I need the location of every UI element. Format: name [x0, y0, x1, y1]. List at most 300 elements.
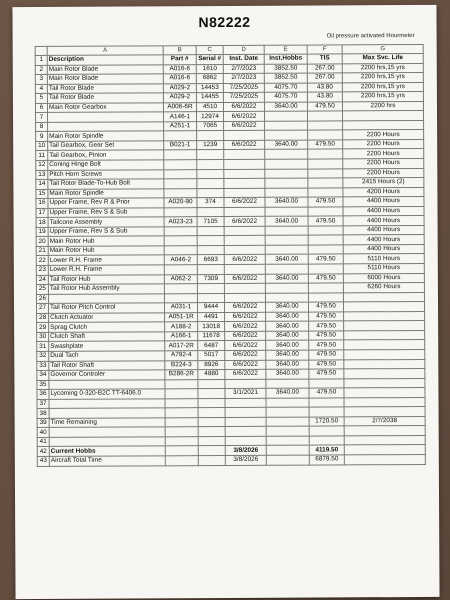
part-number-cell: B021-1 [164, 141, 197, 151]
install-hobbs-cell [266, 455, 309, 465]
part-number-cell [164, 293, 197, 303]
install-hobbs-cell: 3640.00 [266, 331, 309, 341]
part-number-cell: A016-6 [163, 74, 196, 84]
install-hobbs-cell [265, 283, 308, 293]
install-date-cell: 3/1/2021 [225, 388, 266, 398]
tis-cell: 479.50 [309, 359, 344, 369]
part-number-cell: A166-1 [165, 332, 198, 342]
row-number: 23 [36, 265, 48, 275]
tis-cell [309, 398, 344, 408]
serial-number-cell [198, 408, 225, 418]
install-date-cell [224, 245, 265, 255]
serial-number-cell: 9444 [198, 303, 225, 313]
description-cell: Main Rotor Hub [48, 236, 164, 246]
max-service-life-cell: 4400 Hours [343, 197, 424, 207]
install-date-cell: 2/7/2023 [223, 73, 264, 83]
max-service-life-cell [344, 340, 425, 350]
description-cell: Sprag Clutch [49, 322, 165, 332]
description-cell: Tail Rotor Shaft [49, 360, 165, 370]
max-service-life-cell: 2200 Hours [343, 149, 424, 159]
serial-number-cell [198, 427, 225, 437]
tis-cell [309, 378, 344, 388]
tis-cell [308, 235, 343, 245]
part-number-cell: A029-2 [163, 83, 196, 93]
serial-number-cell: 12974 [197, 112, 224, 122]
description-cell: Tail Rotor Blade [47, 93, 163, 103]
install-date-cell: 2/7/2023 [223, 64, 264, 74]
column-header: Max Svc. Life [342, 53, 423, 63]
tis-cell: 479.50 [309, 369, 344, 379]
column-letter: A [47, 46, 163, 56]
part-number-cell [164, 179, 197, 189]
max-service-life-cell [343, 111, 424, 121]
install-date-cell [225, 436, 266, 446]
tis-cell: 267.00 [307, 63, 342, 73]
description-cell: Coning Hinge Bolt [48, 160, 164, 170]
install-date-cell [224, 131, 265, 141]
row-number: 32 [37, 351, 49, 361]
install-hobbs-cell [266, 407, 309, 417]
maintenance-table [35, 44, 426, 467]
row-number: 40 [37, 428, 49, 438]
max-service-life-cell: 6000 Hours [343, 273, 424, 283]
serial-number-cell [198, 417, 225, 427]
document-subtitle: Oil pressure activated Hourmeter [326, 33, 415, 40]
description-cell: Main Rotor Gearbox [47, 103, 163, 113]
install-hobbs-cell [265, 178, 308, 188]
install-hobbs-cell [265, 159, 308, 169]
tis-cell [309, 436, 344, 446]
install-date-cell: 3/8/2026 [225, 455, 266, 465]
serial-number-cell [198, 436, 225, 446]
part-number-cell: B224-3 [165, 360, 198, 370]
tis-cell: 4119.50 [309, 445, 344, 455]
max-service-life-cell [344, 349, 425, 359]
max-service-life-cell: 5110 Hours [343, 263, 424, 273]
row-number: 13 [36, 170, 48, 180]
serial-number-cell: 13018 [198, 322, 225, 332]
install-date-cell: 7/25/2025 [223, 83, 264, 93]
description-cell: Tail Gearbox, Pinion [48, 150, 164, 160]
max-service-life-cell [344, 311, 425, 321]
install-date-cell: 6/6/2022 [225, 322, 266, 332]
tis-cell: 479.50 [309, 350, 344, 360]
install-hobbs-cell: 3640.00 [266, 360, 309, 370]
install-date-cell [224, 159, 265, 169]
install-date-cell [224, 188, 265, 198]
part-number-cell [164, 188, 197, 198]
max-service-life-cell: 2200 hrs,15 yrs [342, 92, 423, 102]
tis-cell [308, 149, 343, 159]
install-hobbs-cell [266, 445, 309, 455]
part-number-cell: A029-2 [163, 93, 196, 103]
install-hobbs-cell [265, 150, 308, 160]
part-number-cell [164, 150, 197, 160]
description-cell: Upper Frame, Rev R & Prior [48, 198, 164, 208]
serial-number-cell [197, 236, 224, 246]
row-number: 27 [37, 304, 49, 314]
install-date-cell: 6/6/2022 [224, 274, 265, 284]
part-number-cell [164, 207, 197, 217]
max-service-life-cell [344, 378, 425, 388]
part-number-cell: A051-1R [165, 312, 198, 322]
serial-number-cell [197, 131, 224, 141]
document-title: N82222 [198, 13, 251, 31]
row-number: 21 [36, 246, 48, 256]
install-hobbs-cell [265, 293, 308, 303]
serial-number-cell [197, 169, 224, 179]
part-number-cell: A062-2 [164, 274, 197, 284]
tis-cell [309, 407, 344, 417]
install-date-cell [224, 283, 265, 293]
row-number: 11 [36, 151, 48, 161]
description-cell [48, 293, 164, 303]
serial-number-cell [197, 245, 224, 255]
serial-number-cell: 6693 [197, 255, 224, 265]
row-number: 17 [36, 208, 48, 218]
install-hobbs-cell: 3640.00 [265, 255, 308, 265]
document-sheet [12, 5, 439, 599]
serial-number-cell [197, 293, 224, 303]
install-hobbs-cell: 3640.00 [265, 216, 308, 226]
column-header: Serial # [196, 55, 223, 65]
description-cell: Tail Rotor Hub [48, 274, 164, 284]
serial-number-cell [198, 455, 225, 465]
description-cell: Dual Tach [49, 351, 165, 361]
install-date-cell: 3/8/2026 [225, 446, 266, 456]
row-number: 34 [37, 370, 49, 380]
description-cell: Tail Rotor Pitch Control [49, 303, 165, 313]
max-service-life-cell [344, 435, 425, 445]
max-service-life-cell: 2200 hrs [342, 101, 423, 111]
serial-number-cell: 14455 [196, 93, 223, 103]
part-number-cell: A792-4 [165, 351, 198, 361]
install-date-cell [224, 169, 265, 179]
install-hobbs-cell: 3640.00 [266, 369, 309, 379]
tis-cell: 267.00 [307, 73, 342, 83]
install-date-cell: 6/6/2022 [225, 331, 266, 341]
column-letter: G [342, 44, 423, 53]
part-number-cell [164, 284, 197, 294]
max-service-life-cell: 2415 Hours (2) [343, 178, 424, 188]
max-service-life-cell [344, 454, 425, 464]
description-cell: Lower R.H. Frame [48, 255, 164, 265]
install-date-cell: 6/6/2022 [225, 350, 266, 360]
serial-number-cell: 4491 [198, 312, 225, 322]
description-cell: Main Rotor Blade [47, 74, 163, 84]
max-service-life-cell: 2/7/2038 [344, 416, 425, 426]
part-number-cell [165, 437, 198, 447]
install-hobbs-cell [266, 398, 309, 408]
install-hobbs-cell: 3640.00 [266, 388, 309, 398]
description-cell [49, 437, 165, 447]
tis-cell: 479.50 [309, 388, 344, 398]
row-number: 33 [37, 361, 49, 371]
serial-number-cell: 11678 [198, 331, 225, 341]
tis-cell [308, 226, 343, 236]
row-number: 42 [37, 447, 49, 457]
row-number: 8 [36, 122, 48, 132]
tis-cell: 43.80 [307, 83, 342, 93]
part-number-cell [164, 131, 197, 141]
part-number-cell [164, 265, 197, 275]
install-hobbs-cell [265, 226, 308, 236]
tis-cell [308, 264, 343, 274]
part-number-cell: A046-2 [164, 255, 197, 265]
max-service-life-cell: 2200 hrs,15 yrs [342, 82, 423, 92]
install-hobbs-cell: 3640.00 [265, 140, 308, 150]
row-number: 16 [36, 199, 48, 209]
part-number-cell: A017-2R [165, 341, 198, 351]
description-cell: Main Rotor Spindle [48, 188, 164, 198]
part-number-cell [164, 246, 197, 256]
part-number-cell: A188-2 [165, 322, 198, 332]
serial-number-cell: 1610 [196, 64, 223, 74]
max-service-life-cell: 2200 Hours [343, 158, 424, 168]
serial-number-cell [197, 188, 224, 198]
row-number: 31 [37, 342, 49, 352]
install-hobbs-cell: 3640.00 [265, 197, 308, 207]
row-number: 37 [37, 399, 49, 409]
max-service-life-cell: 4400 Hours [343, 244, 424, 254]
serial-number-cell [197, 207, 224, 217]
description-cell: Governor Controler [49, 370, 165, 380]
row-number: 22 [36, 256, 48, 266]
install-date-cell: 6/6/2022 [225, 312, 266, 322]
tis-cell [308, 207, 343, 217]
row-number: 6 [35, 103, 47, 113]
install-hobbs-cell: 3640.00 [266, 302, 309, 312]
tis-cell [308, 283, 343, 293]
install-hobbs-cell [265, 245, 308, 255]
description-cell [49, 379, 165, 389]
tis-cell: 479.50 [309, 312, 344, 322]
install-date-cell [224, 293, 265, 303]
install-hobbs-cell: 4075.70 [264, 92, 307, 102]
serial-number-cell [198, 398, 225, 408]
part-number-cell [165, 446, 198, 456]
tis-cell [308, 188, 343, 198]
row-number: 15 [36, 189, 48, 199]
column-header: Description [47, 55, 163, 65]
row-number: 28 [37, 313, 49, 323]
install-date-cell [225, 417, 266, 427]
serial-number-cell: 1239 [197, 140, 224, 150]
install-hobbs-cell [266, 379, 309, 389]
row-number: 35 [37, 380, 49, 390]
install-date-cell: 6/6/2022 [225, 360, 266, 370]
part-number-cell: A016-6 [163, 64, 196, 74]
description-cell [49, 408, 165, 418]
part-number-cell: A020-90 [164, 198, 197, 208]
part-number-cell [165, 456, 198, 466]
install-hobbs-cell [266, 417, 309, 427]
install-date-cell [225, 408, 266, 418]
tis-cell: 479.50 [308, 254, 343, 264]
serial-number-cell: 7309 [197, 274, 224, 284]
description-cell: Time Remaining [49, 418, 165, 428]
part-number-cell: A251-1 [164, 121, 197, 131]
install-date-cell [224, 226, 265, 236]
max-service-life-cell: 2200 Hours [343, 130, 424, 140]
column-letter: B [163, 46, 196, 55]
part-number-cell [164, 236, 197, 246]
install-date-cell: 6/6/2022 [224, 255, 265, 265]
part-number-cell [165, 389, 198, 399]
description-cell: Tail Rotor Blade-To-Hub Bolt [48, 179, 164, 189]
install-hobbs-cell [266, 426, 309, 436]
description-cell: Pitch Horn Screws [48, 169, 164, 179]
max-service-life-cell: 4400 Hours [343, 206, 424, 216]
row-number: 7 [36, 113, 48, 123]
row-number: 10 [36, 141, 48, 151]
part-number-cell: A023-23 [164, 217, 197, 227]
install-hobbs-cell: 3640.00 [265, 274, 308, 284]
table-row [37, 454, 425, 466]
description-cell: Tail Gearbox, Gear Set [48, 141, 164, 151]
row-number: 41 [37, 437, 49, 447]
max-service-life-cell [344, 426, 425, 436]
max-service-life-cell [343, 292, 424, 302]
install-hobbs-cell: 3640.00 [266, 321, 309, 331]
tis-cell [308, 168, 343, 178]
install-hobbs-cell [265, 121, 308, 131]
install-date-cell: 6/6/2022 [224, 217, 265, 227]
max-service-life-cell: 4200 Hours [343, 187, 424, 197]
serial-number-cell [198, 389, 225, 399]
description-cell: Upper Frame, Rev S & Sub [48, 227, 164, 237]
install-date-cell [224, 150, 265, 160]
description-cell: Main Rotor Spindle [48, 131, 164, 141]
tis-cell [308, 130, 343, 140]
part-number-cell [165, 408, 198, 418]
row-number: 39 [37, 418, 49, 428]
part-number-cell [165, 379, 198, 389]
install-date-cell: 6/6/2022 [225, 369, 266, 379]
column-letter [35, 46, 47, 55]
tis-cell: 479.50 [308, 140, 343, 150]
serial-number-cell [197, 226, 224, 236]
serial-number-cell [198, 446, 225, 456]
serial-number-cell [197, 160, 224, 170]
serial-number-cell [197, 284, 224, 294]
tis-cell: 6879.50 [309, 455, 344, 465]
column-letter: E [264, 45, 307, 54]
install-hobbs-cell: 3640.00 [266, 312, 309, 322]
max-service-life-cell [344, 302, 425, 312]
tis-cell: 479.50 [309, 302, 344, 312]
install-hobbs-cell [265, 111, 308, 121]
description-cell [49, 427, 165, 437]
max-service-life-cell [344, 445, 425, 455]
install-date-cell: 6/6/2022 [224, 112, 265, 122]
install-date-cell: 7/25/2025 [223, 92, 264, 102]
row-number: 43 [37, 456, 49, 466]
serial-number-cell: 6487 [198, 341, 225, 351]
part-number-cell [165, 427, 198, 437]
row-number: 14 [36, 180, 48, 190]
row-number: 12 [36, 160, 48, 170]
row-number: 4 [35, 84, 47, 94]
serial-number-cell [197, 150, 224, 160]
install-date-cell [225, 427, 266, 437]
part-number-cell [165, 417, 198, 427]
column-header: TIS [307, 54, 342, 64]
column-letter: D [223, 45, 264, 54]
install-hobbs-cell: 3640.00 [266, 350, 309, 360]
part-number-cell: A031-1 [165, 303, 198, 313]
serial-number-cell: 4880 [198, 370, 225, 380]
description-cell: Tail Rotor Hub Assembly [48, 284, 164, 294]
tis-cell [308, 121, 343, 131]
tis-cell [308, 293, 343, 303]
row-number: 19 [36, 227, 48, 237]
install-date-cell: 6/6/2022 [224, 197, 265, 207]
part-number-cell: B286-2R [165, 370, 198, 380]
part-number-cell [164, 169, 197, 179]
description-cell: Lower R.H. Frame [48, 265, 164, 275]
row-number: 29 [37, 323, 49, 333]
max-service-life-cell: 2200 Hours [343, 139, 424, 149]
serial-number-cell: 14453 [196, 83, 223, 93]
tis-cell: 479.50 [308, 273, 343, 283]
max-service-life-cell [344, 369, 425, 379]
column-header: Inst. Date [223, 54, 264, 64]
description-cell: Main Rotor Hub [48, 246, 164, 256]
install-date-cell: 6/6/2022 [225, 341, 266, 351]
max-service-life-cell: 6260 Hours [343, 283, 424, 293]
max-service-life-cell [344, 397, 425, 407]
install-date-cell: 6/6/2022 [224, 121, 265, 131]
row-number: 5 [35, 94, 47, 104]
serial-number-cell: 4510 [196, 102, 223, 112]
install-hobbs-cell [265, 130, 308, 140]
install-hobbs-cell: 3640.00 [266, 340, 309, 350]
install-date-cell: 6/6/2022 [224, 140, 265, 150]
max-service-life-cell [344, 359, 425, 369]
serial-number-cell: 374 [197, 198, 224, 208]
install-hobbs-cell: 3640.00 [264, 102, 307, 112]
description-cell: Main Rotor Blade [47, 64, 163, 74]
row-number: 18 [36, 218, 48, 228]
install-hobbs-cell: 3852.50 [264, 64, 307, 74]
install-hobbs-cell [265, 264, 308, 274]
tis-cell [308, 159, 343, 169]
description-cell: Tail Rotor Blade [47, 83, 163, 93]
column-header: Inst.Hobbs [264, 54, 307, 64]
install-hobbs-cell [265, 188, 308, 198]
install-date-cell [225, 379, 266, 389]
install-date-cell [224, 207, 265, 217]
install-hobbs-cell [265, 169, 308, 179]
max-service-life-cell: 5110 Hours [343, 254, 424, 264]
install-date-cell [224, 236, 265, 246]
part-number-cell [165, 398, 198, 408]
tis-cell: 479.50 [309, 331, 344, 341]
max-service-life-cell [344, 388, 425, 398]
install-date-cell: 6/6/2022 [225, 303, 266, 313]
tis-cell: 43.80 [307, 92, 342, 102]
install-hobbs-cell [265, 207, 308, 217]
max-service-life-cell: 2200 hrs,15 yrs [342, 63, 423, 73]
serial-number-cell [198, 379, 225, 389]
max-service-life-cell: 2200 hrs,15 yrs [342, 73, 423, 83]
tis-cell: 479.50 [309, 321, 344, 331]
row-number: 26 [36, 294, 48, 304]
description-cell [48, 112, 164, 122]
tis-cell: 479.50 [308, 216, 343, 226]
tis-cell: 479.50 [307, 102, 342, 112]
